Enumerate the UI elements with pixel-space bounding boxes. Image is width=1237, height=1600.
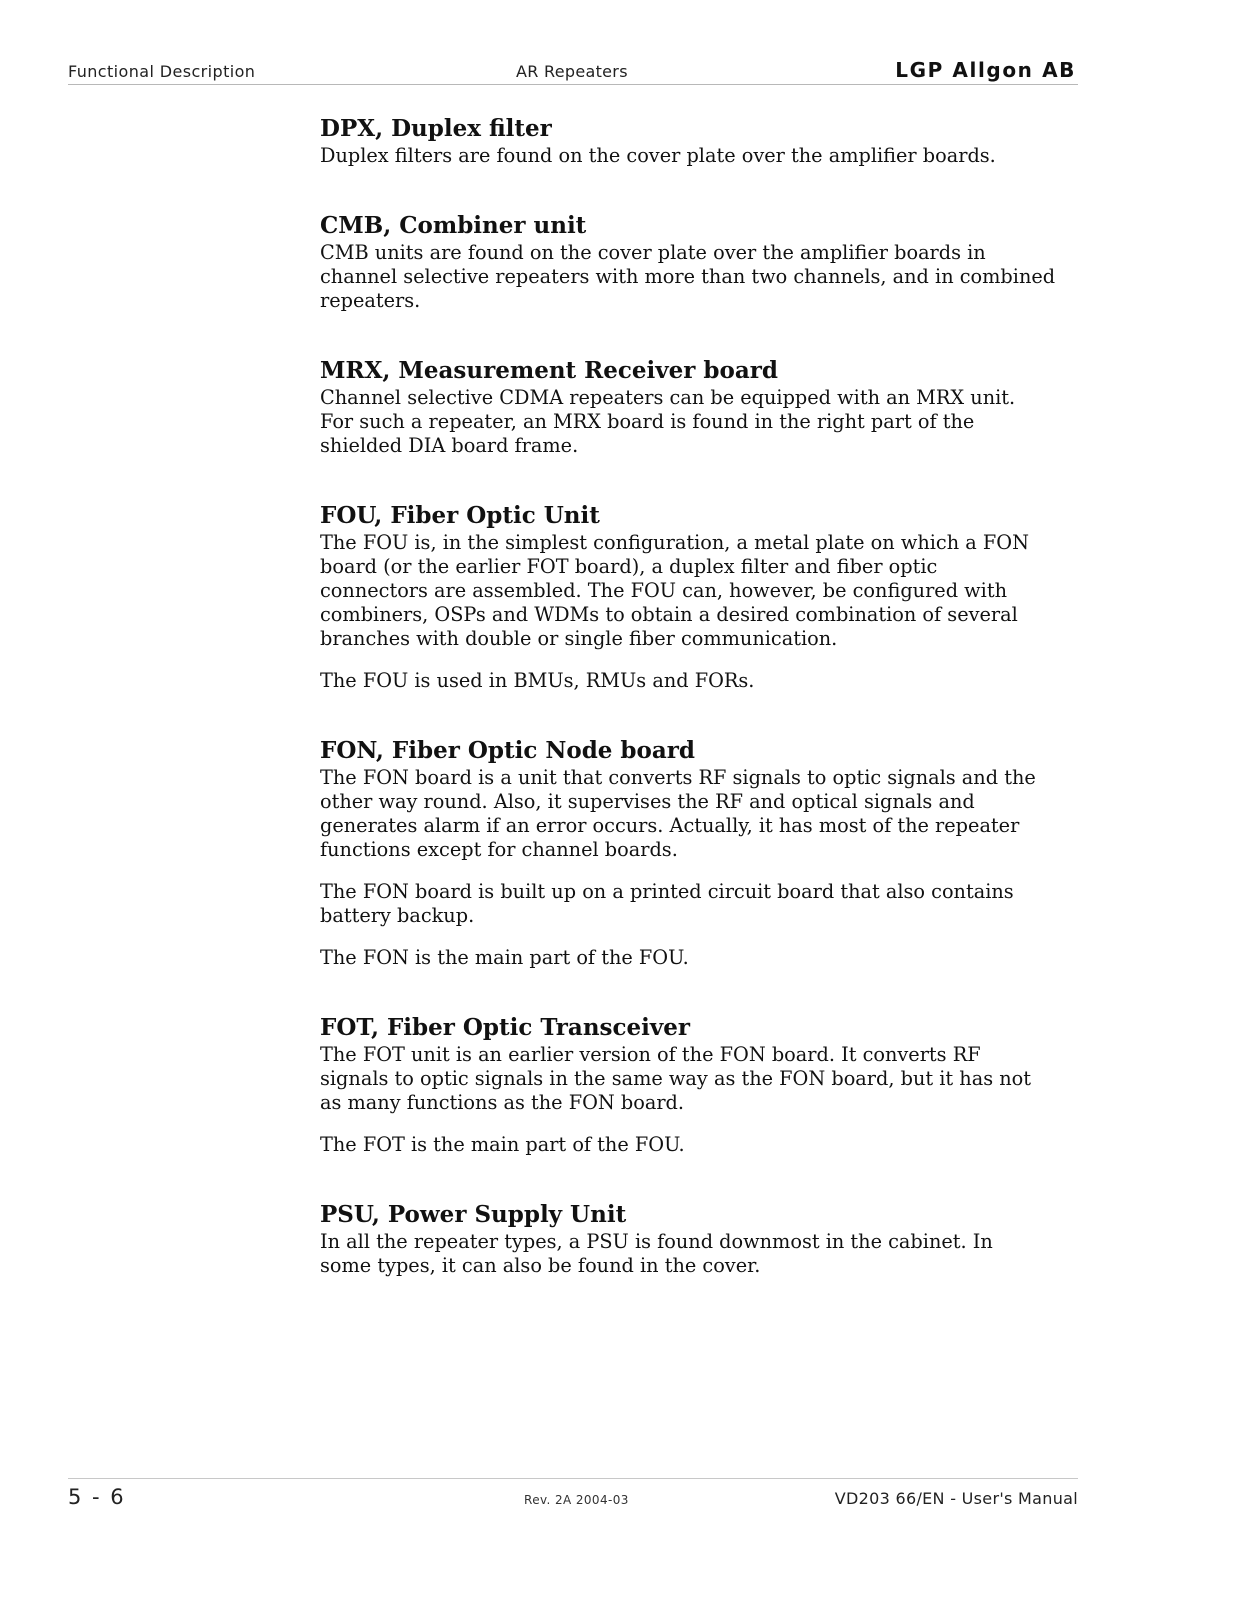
section-paragraph: Channel selective CDMA repeaters can be equipped with an MRX unit. For such a repeater, an MRX board is found in the right part of the shielded DIA board frame. (320, 386, 1016, 457)
page-header (68, 58, 1078, 85)
section-title: FOT, Fiber Optic Transceiver (320, 1014, 690, 1041)
section-title: FON, Fiber Optic Node board (320, 737, 695, 764)
document-id: VD203 66/EN - User's Manual (834, 1489, 1078, 1508)
header-chapter: Functional Description (68, 62, 256, 81)
section-fou (320, 501, 1080, 693)
section-cmb (320, 211, 1080, 313)
revision-date: Rev. 2A 2004-03 (524, 1493, 629, 1507)
section-paragraph: The FON board is a unit that converts RF signals to optic signals and the other way round. Also, it supervises the RF and optical signals and generates alarm if an error occurs. Actually, it has most of the repeater functions except for channel boards. (320, 766, 1036, 861)
section-mrx (320, 356, 1080, 458)
section-dpx (320, 114, 1080, 168)
section-fot (320, 1013, 1080, 1157)
document-body (320, 114, 1080, 1321)
section-title: MRX, Measurement Receiver board (320, 357, 778, 384)
section-paragraph: The FOU is, in the simplest configuration, a metal plate on which a FON board (or the earlier FOT board), a duplex filter and fiber optic connectors are assembled. The FOU can, however, be configured with combiners, OSPs and WDMs to obtain a desired combination of several branches with double or single fiber communication. (320, 531, 1029, 650)
section-title: FOU, Fiber Optic Unit (320, 502, 600, 529)
page-footer (68, 1478, 1078, 1519)
section-fon (320, 736, 1080, 970)
section-paragraph: The FOT unit is an earlier version of the FON board. It converts RF signals to optic signals in the same way as the FON board, but it has not as many functions as the FON board. (320, 1043, 1032, 1114)
section-paragraph: CMB units are found on the cover plate over the amplifier boards in channel selective repeaters with more than two channels, and in combined repeaters. (320, 241, 1056, 312)
section-paragraph: The FON is the main part of the FOU. (320, 946, 689, 969)
section-title: PSU, Power Supply Unit (320, 1201, 627, 1228)
section-title: CMB, Combiner unit (320, 212, 587, 239)
section-paragraph: Duplex filters are found on the cover plate over the amplifier boards. (320, 144, 996, 167)
section-title: DPX, Duplex filter (320, 115, 552, 142)
section-psu (320, 1200, 1080, 1278)
section-paragraph: In all the repeater types, a PSU is found downmost in the cabinet. In some types, it can also be found in the cover. (320, 1230, 993, 1277)
header-subject: AR Repeaters (516, 62, 628, 81)
header-company: LGP Allgon AB (895, 58, 1076, 82)
section-paragraph: The FOT is the main part of the FOU. (320, 1133, 685, 1156)
section-paragraph: The FOU is used in BMUs, RMUs and FORs. (320, 669, 755, 692)
section-paragraph: The FON board is built up on a printed circuit board that also contains battery backup. (320, 880, 1014, 927)
page-number: 5 - 6 (68, 1485, 126, 1509)
